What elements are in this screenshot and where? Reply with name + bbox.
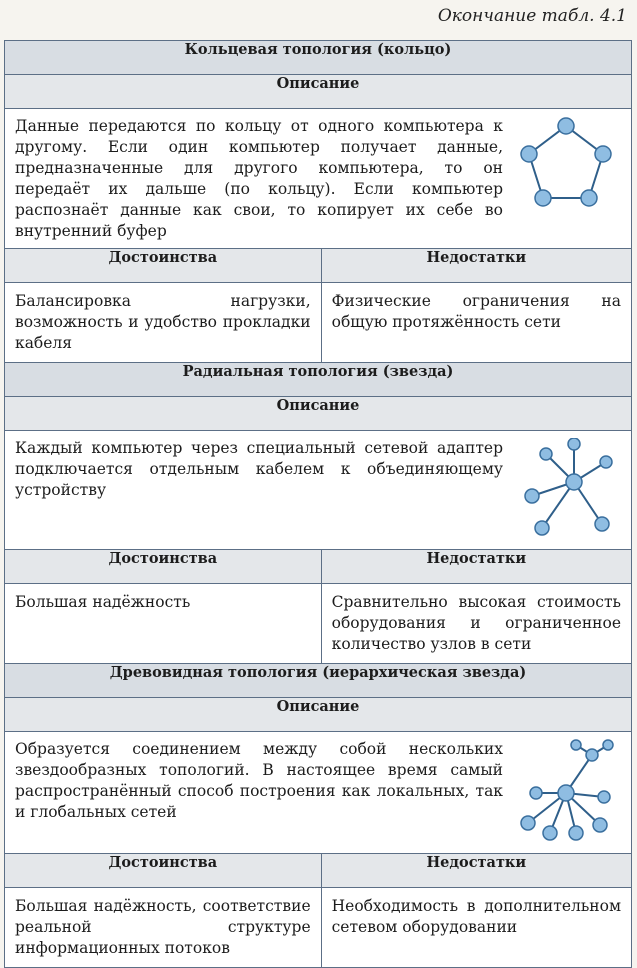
cons-header: Недостатки — [321, 854, 631, 888]
star-pros: Большая надёжность — [5, 584, 322, 664]
star-description: Каждый компьютер через специальный сетевой адаптер подключается отдельным кабелем к объединяющему устройству — [15, 439, 503, 499]
section-title-star: Радиальная топология (звезда) — [5, 363, 632, 397]
cons-header: Недостатки — [321, 249, 631, 283]
section-title-ring: Кольцевая топология (кольцо) — [5, 41, 632, 75]
tree-description: Образуется соединением между собой нескольких звездообразных топологий. В настоящее время самый распространённый способ построения как локальных, так и глобальных сетей — [15, 740, 503, 821]
ring-description: Данные передаются по кольцу от одного компьютера к другому. Если один компьютер получает данные, предназначенные для другого компьютера, то он передаёт их дальше (по кольцу). Если компьютер распознаёт данные как свои, то копирует их себе во внутренний буфер — [15, 117, 503, 240]
topology-table — [4, 40, 632, 968]
star-cons: Сравнительно высокая стоимость оборудования и ограниченное количество узлов в сети — [321, 584, 631, 664]
pros-header: Достоинства — [5, 249, 322, 283]
pros-header: Достоинства — [5, 854, 322, 888]
cons-header: Недостатки — [321, 550, 631, 584]
pros-header: Достоинства — [5, 550, 322, 584]
tree-topology-icon — [511, 739, 621, 843]
tree-pros: Большая надёжность, соответствие реальной структуре информационных потоков — [5, 888, 322, 968]
table-caption: Окончание табл. 4.1 — [437, 6, 627, 26]
tree-cons: Необходимость в дополнительном сетевом оборудовании — [321, 888, 631, 968]
ring-cons: Физические ограничения на общую протяжённость сети — [321, 283, 631, 363]
description-header: Описание — [5, 75, 632, 109]
description-header: Описание — [5, 698, 632, 732]
section-title-tree: Древовидная топология (иерархическая звезда) — [5, 664, 632, 698]
ring-pros: Балансировка нагрузки, возможность и удобство прокладки кабеля — [5, 283, 322, 363]
description-header: Описание — [5, 397, 632, 431]
star-topology-icon — [511, 438, 621, 538]
ring-topology-icon — [511, 116, 621, 212]
